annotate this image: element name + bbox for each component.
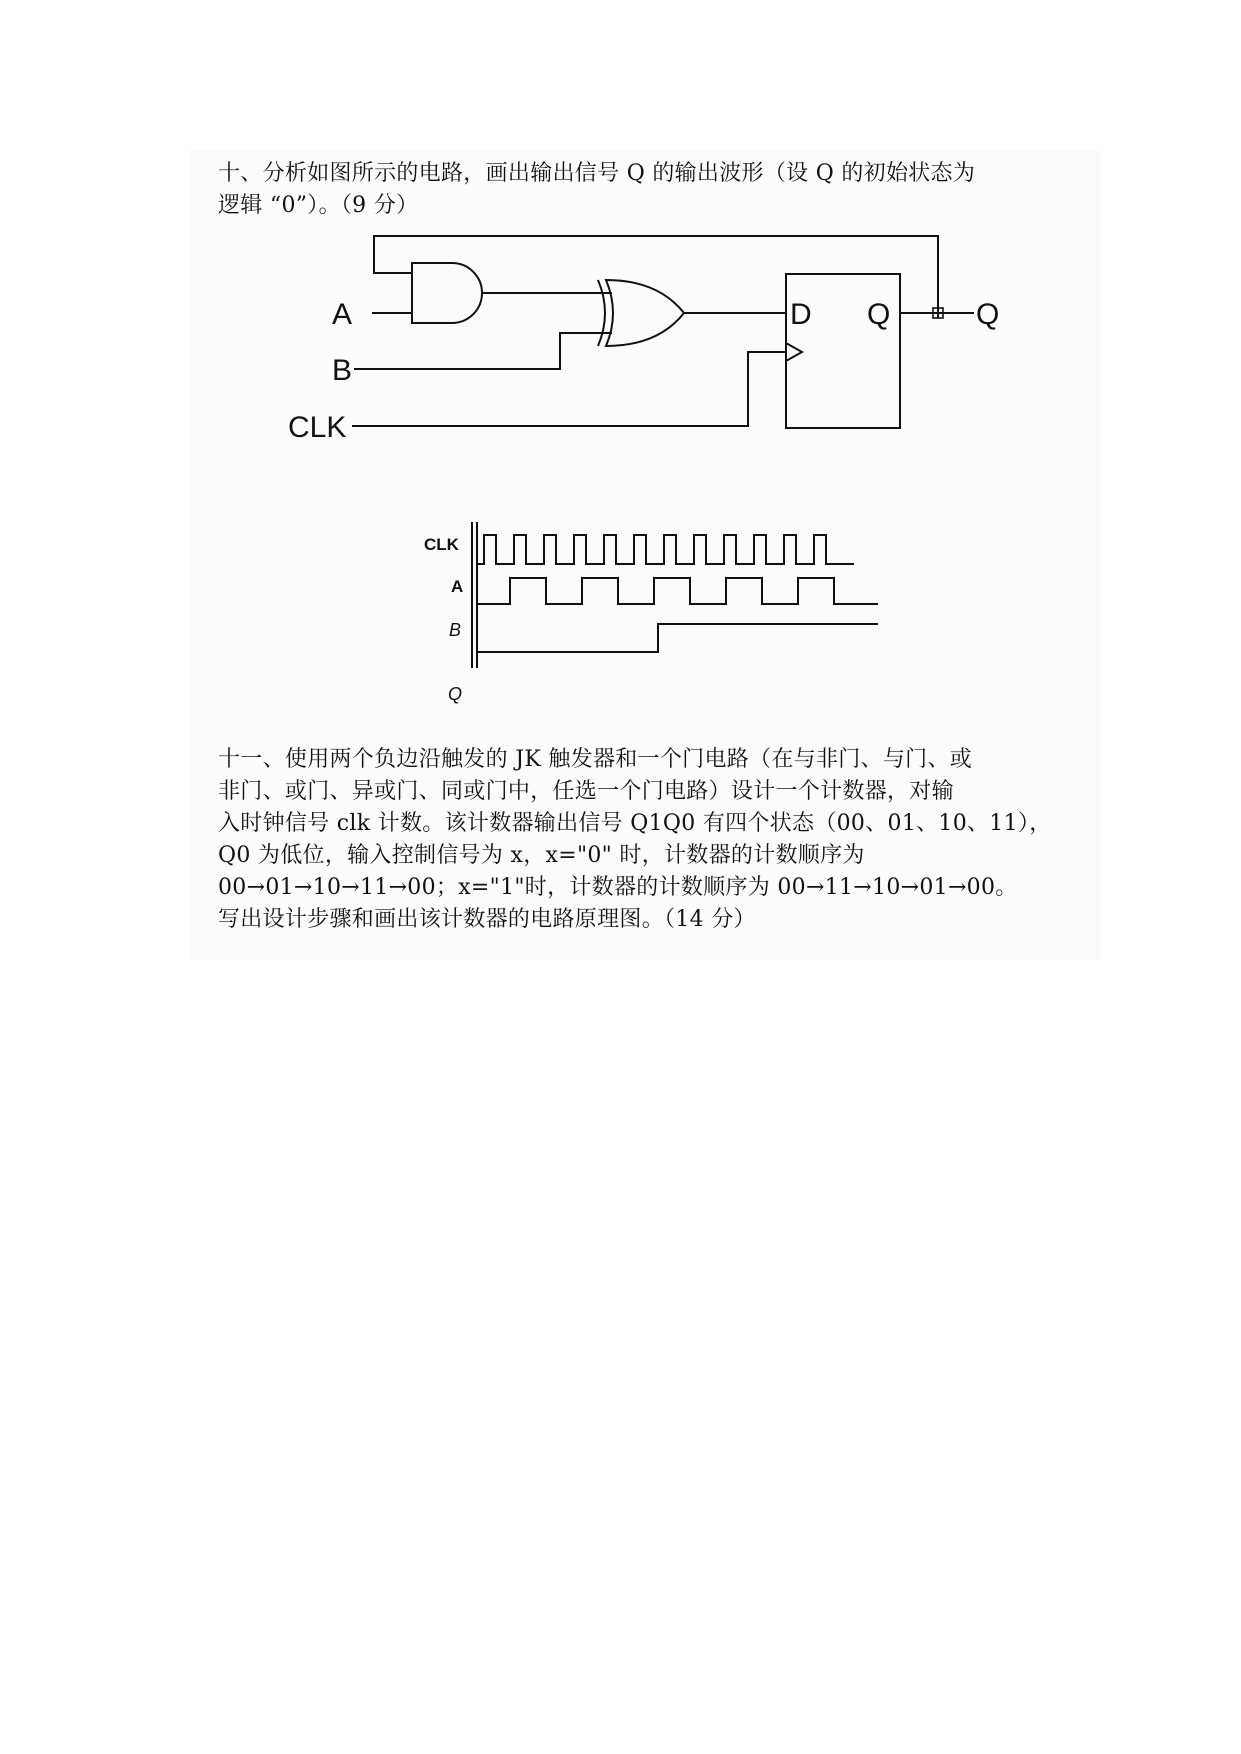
wire-clk	[352, 352, 786, 426]
b-waveform	[477, 624, 878, 652]
question-11-line-4: Q0 为低位，输入控制信号为 x，x="0" 时，计数器的计数顺序为	[218, 843, 865, 868]
clock-triangle	[786, 343, 802, 361]
a-waveform	[477, 578, 878, 604]
label-d: D	[790, 298, 812, 331]
wave-label-a: A	[451, 577, 464, 596]
question-10-line-1: 十、分析如图所示的电路，画出输出信号 Q 的输出波形（设 Q 的初始状态为	[218, 161, 976, 186]
feedback-wire	[374, 236, 938, 318]
wave-label-b: B	[449, 620, 462, 640]
label-b: B	[332, 354, 353, 387]
xor-gate	[606, 280, 684, 346]
circuit-diagram	[0, 0, 1241, 480]
label-clk: CLK	[288, 411, 347, 444]
question-10-line-2: 逻辑 “0”）。（9 分）	[218, 193, 419, 218]
xor-back-curve	[598, 280, 605, 346]
question-11-line-5: 00→01→10→11→00；x="1"时，计数器的计数顺序为 00→11→10→01→00。	[218, 875, 1018, 900]
wave-label-q: Q	[448, 684, 463, 704]
question-11-text	[218, 744, 1064, 936]
timing-diagram	[0, 500, 1241, 720]
label-a: A	[332, 298, 353, 331]
question-11-line-6: 写出设计步骤和画出该计数器的电路原理图。（14 分）	[218, 907, 756, 932]
question-11-line-2: 非门、或门、异或门、同或门中，任选一个门电路）设计一个计数器，对输	[218, 779, 954, 804]
label-output-q: Q	[976, 298, 1000, 331]
question-11-line-1: 十一、使用两个负边沿触发的 JK 触发器和一个门电路（在与非门、与门、或	[218, 747, 973, 772]
wave-label-clk: CLK	[424, 535, 459, 554]
and-gate	[412, 263, 482, 323]
question-11-line-3: 入时钟信号 clk 计数。该计数器输出信号 Q1Q0 有四个状态（00、01、10、11），	[218, 811, 1052, 836]
clk-waveform	[477, 535, 854, 564]
label-ff-q: Q	[867, 298, 891, 331]
wire-b	[354, 333, 612, 369]
